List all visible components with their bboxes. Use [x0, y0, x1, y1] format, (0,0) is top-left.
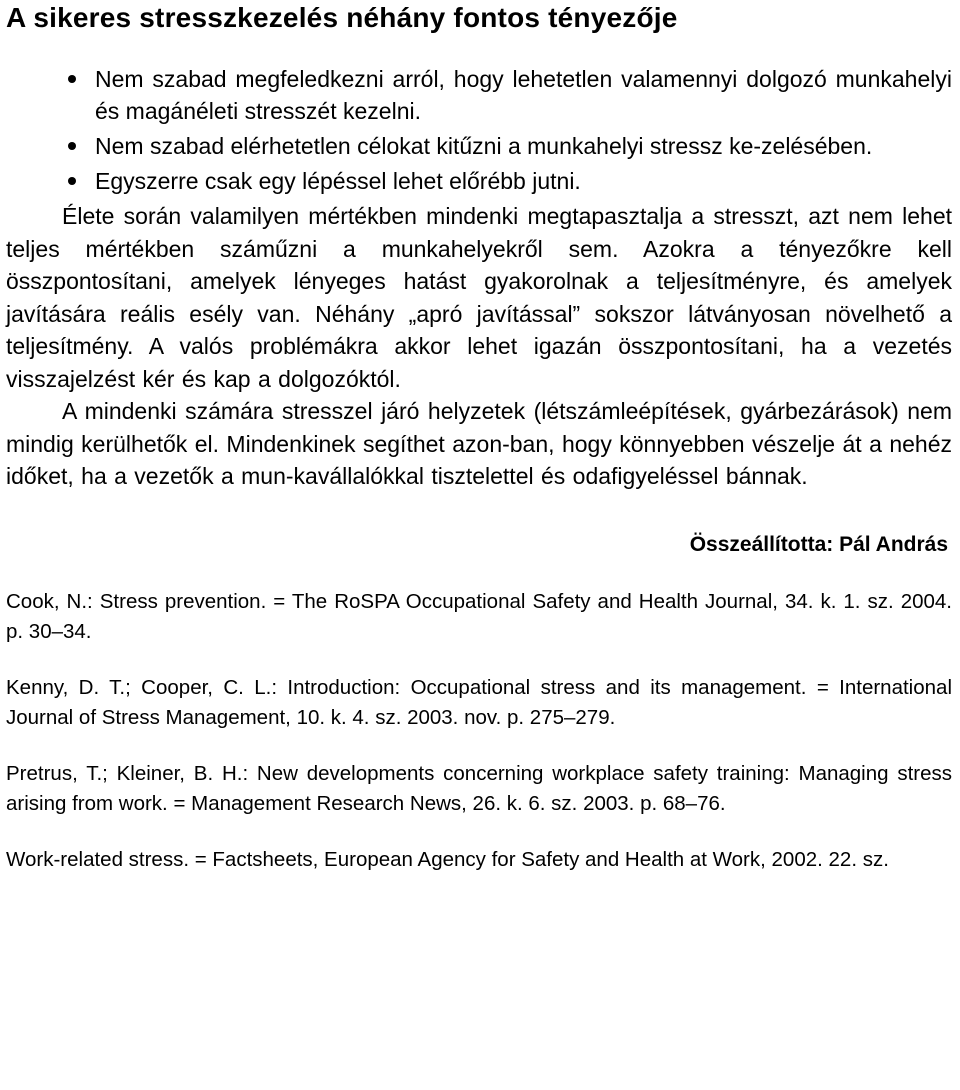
reference-item: Cook, N.: Stress prevention. = The RoSPA Occupational Safety and Health Journal, 34. k. 1. sz. 2004. p. 30–34.	[6, 589, 952, 643]
bullet-item	[6, 165, 952, 197]
bullet-item	[6, 130, 952, 162]
author-credit: Összeállította: Pál András	[689, 532, 948, 556]
body-paragraph: Élete során valamilyen mértékben mindenki megtapasztalja a stresszt, azt nem lehet teljes mértékben száműzni a munkahelyekről sem. Azokra a tényezőkre kell összpontosítani, amelyek lényeges hatást gyakorolnak a teljesítményre, és amelyek javítására reális esély van. Néhány „apró javítással” sokszor látványosan növelhető a teljesítmény. A valós problémákra akkor lehet igazán összpontosítani, ha a vezetés visszajelzést kér és kap a dolgozóktól.	[6, 203, 952, 392]
bullet-item	[6, 63, 952, 127]
section-title: A sikeres stresszkezelés néhány fontos tényezője	[6, 2, 678, 33]
reference-item: Pretrus, T.; Kleiner, B. H.: New developments concerning workplace safety training: Managing stress arising from work. = Management Research News, 26. k. 6. sz. 2003. p. 68–76.	[6, 761, 952, 815]
bullet-icon	[68, 142, 76, 150]
reference-item: Work-related stress. = Factsheets, European Agency for Safety and Health at Work, 2002. 22. sz.	[6, 847, 889, 871]
body-paragraph: A mindenki számára stresszel járó helyzetek (létszámleépítések, gyárbezárások) nem mindig kerülhetők el. Mindenkinek segíthet azon-ban, hogy könnyebben vészelje át a nehéz időket, ha a vezetők a mun-kavállalókkal tisztelettel és odafigyeléssel bánnak.	[6, 398, 952, 489]
reference-item: Kenny, D. T.; Cooper, C. L.: Introduction: Occupational stress and its management. = International Journal of Stress Management, 10. k. 4. sz. 2003. nov. p. 275–279.	[6, 675, 952, 729]
bullet-icon	[68, 75, 76, 83]
bullet-text: Nem szabad megfeledkezni arról, hogy lehetetlen valamennyi dolgozó munkahelyi és magánéleti stresszét kezelni.	[95, 66, 952, 124]
bullet-icon	[68, 177, 76, 185]
bullet-text: Nem szabad elérhetetlen célokat kitűzni a munkahelyi stressz ke-zelésében.	[95, 133, 873, 159]
bullet-list	[6, 63, 952, 197]
bullet-text: Egyszerre csak egy lépéssel lehet előrébb jutni.	[95, 168, 581, 194]
